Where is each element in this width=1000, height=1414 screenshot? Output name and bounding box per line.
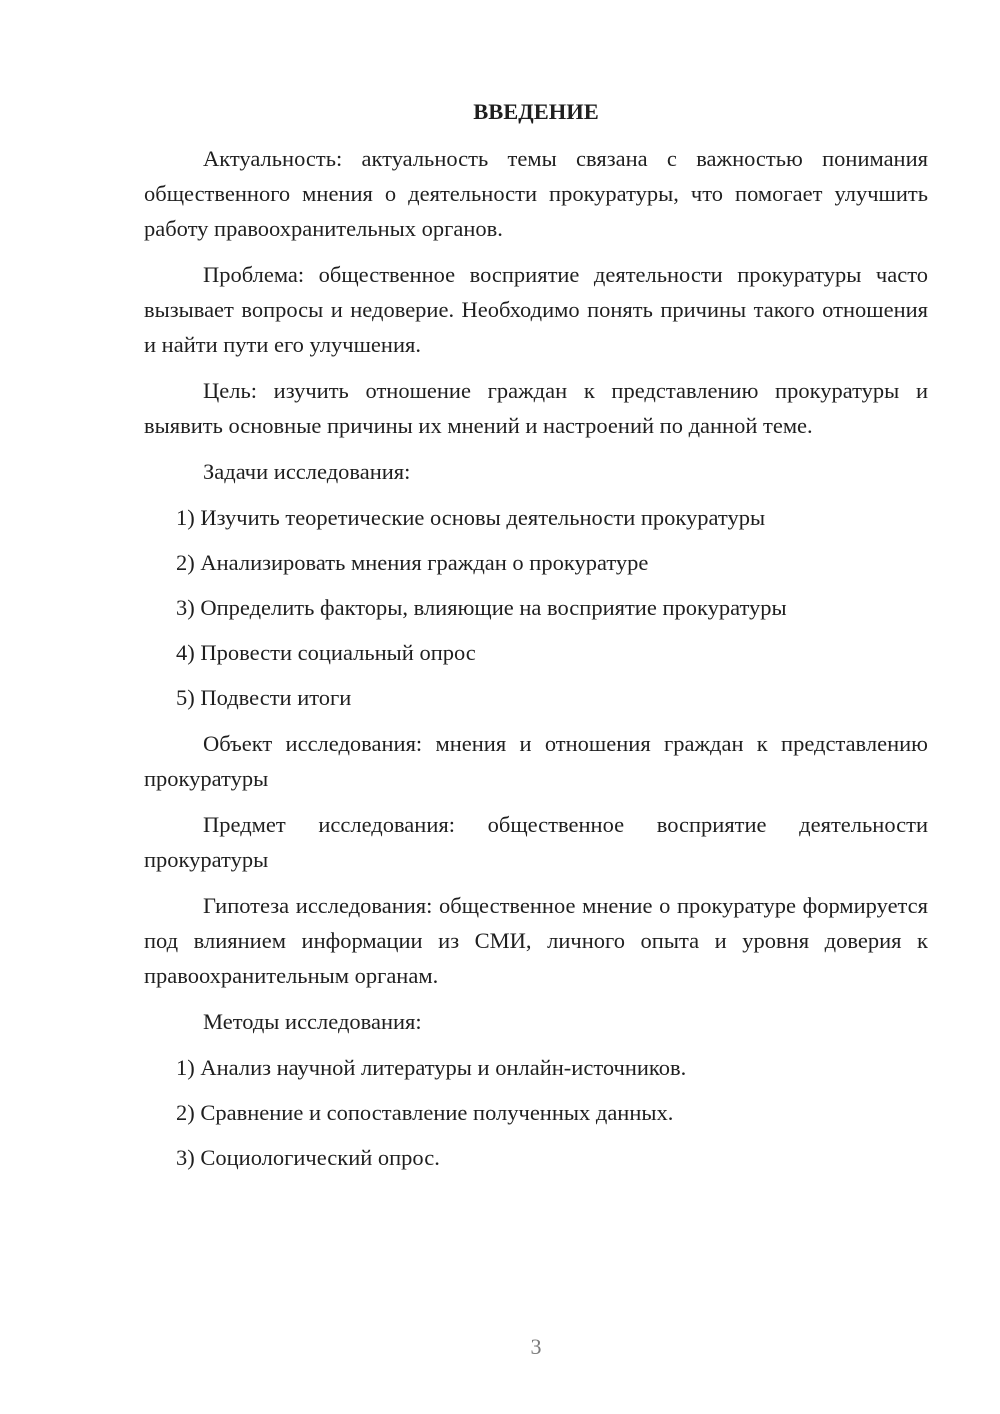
tasks-heading: Задачи исследования: [203, 459, 411, 484]
task-item: 1) Изучить теоретические основы деятельности прокуратуры [176, 505, 766, 530]
task-item: 4) Провести социальный опрос [176, 640, 476, 665]
hypothesis-paragraph: Гипотеза исследования: общественное мнение о прокуратуре формируется под влиянием информации из СМИ, личного опыта и уровня доверия к правоохранительным органам. [144, 893, 928, 988]
page-content [144, 94, 928, 1186]
method-item: 3) Социологический опрос. [176, 1145, 440, 1170]
task-item: 5) Подвести итоги [176, 685, 352, 710]
problem-paragraph: Проблема: общественное восприятие деятельности прокуратуры часто вызывает вопросы и недоверие. Необходимо понять причины такого отношения и найти пути его улучшения. [144, 262, 928, 357]
method-item: 2) Сравнение и сопоставление полученных данных. [176, 1100, 674, 1125]
method-item: 1) Анализ научной литературы и онлайн-источников. [176, 1055, 687, 1080]
page-title: ВВЕДЕНИЕ [473, 99, 599, 124]
task-item: 2) Анализировать мнения граждан о прокуратуре [176, 550, 649, 575]
goal-paragraph: Цель: изучить отношение граждан к представлению прокуратуры и выявить основные причины их мнений и настроений по данной теме. [144, 378, 928, 438]
methods-list [144, 1050, 928, 1175]
task-item: 3) Определить факторы, влияющие на восприятие прокуратуры [176, 595, 787, 620]
subject-paragraph: Предмет исследования: общественное восприятие деятельности прокуратуры [144, 812, 928, 872]
relevance-paragraph: Актуальность: актуальность темы связана с важностью понимания общественного мнения о деятельности прокуратуры, что помогает улучшить работу правоохранительных органов. [144, 146, 928, 241]
object-paragraph: Объект исследования: мнения и отношения граждан к представлению прокуратуры [144, 731, 928, 791]
page-number: 3 [530, 1334, 542, 1359]
methods-heading: Методы исследования: [203, 1009, 422, 1034]
tasks-list [144, 500, 928, 715]
